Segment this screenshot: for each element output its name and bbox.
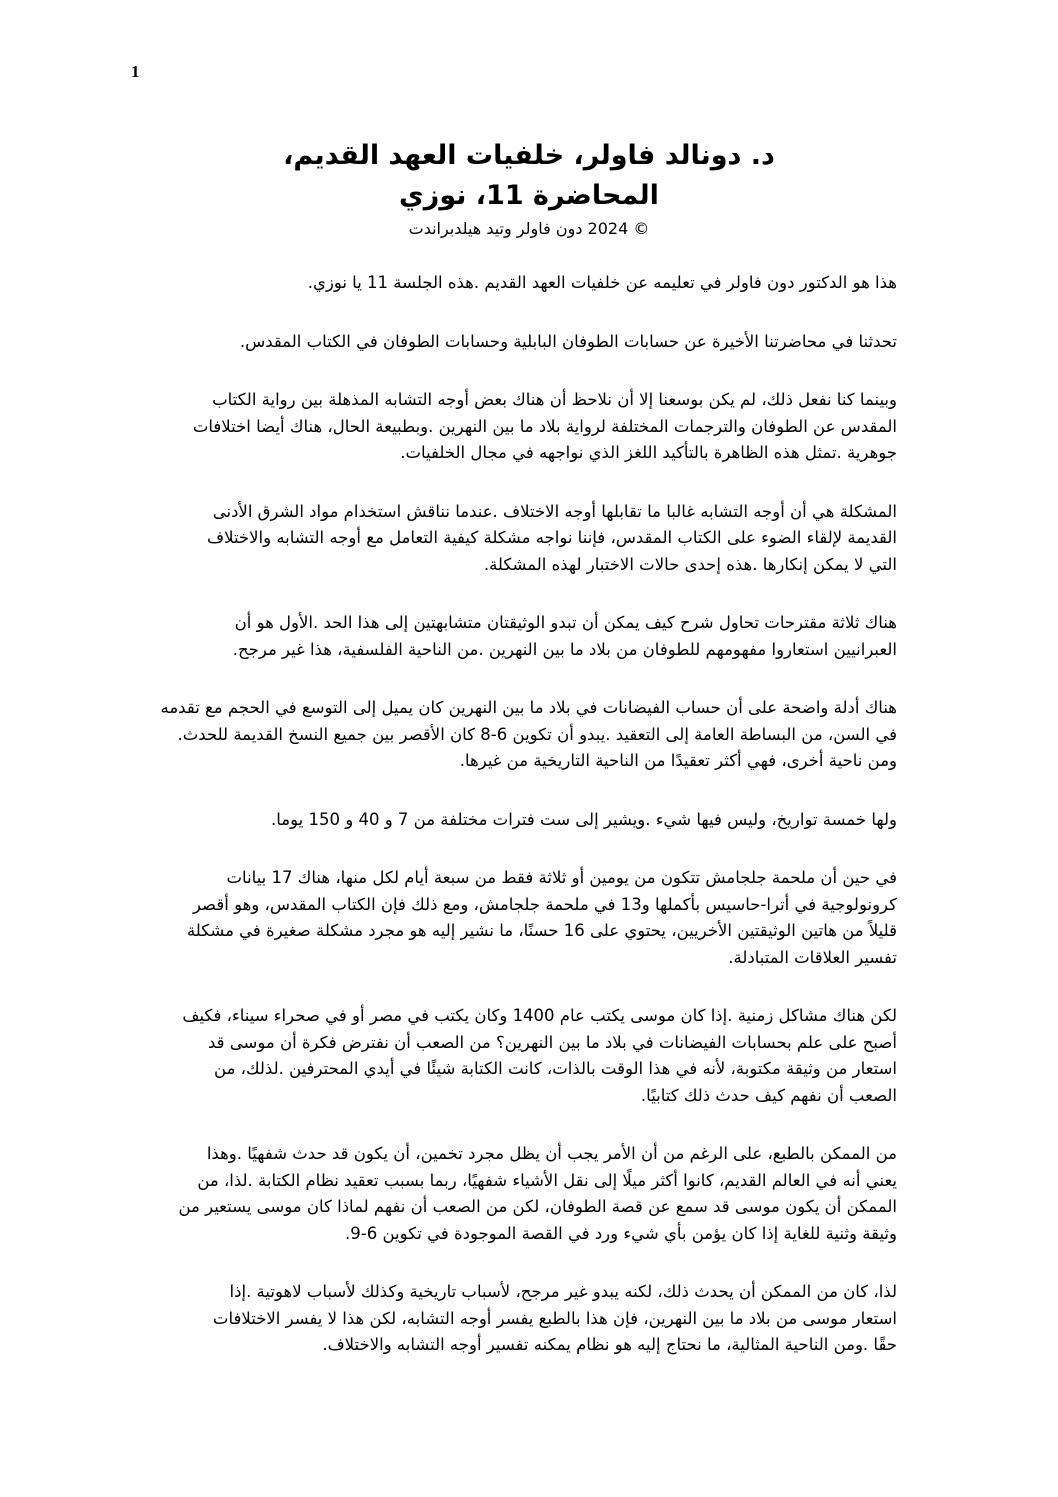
paragraph (157, 329, 897, 356)
paragraph-line: وبينما كنا نفعل ذلك، لم يكن بوسعنا إلا أن نلاحظ أن هناك بعض أوجه التشابه المذهلة بين رواية الكتاب (212, 390, 897, 409)
paragraph (157, 387, 897, 467)
paragraph (157, 807, 897, 834)
title-line-1: د. دونالد فاولر، خلفيات العهد القديم، (283, 140, 775, 171)
paragraph-line: .هذا هو الدكتور دون فاولر في تعليمه عن خلفيات العهد القديم .هذه الجلسة 11 يا نوزي (307, 273, 897, 292)
paragraph-line: قليلاً من هاتين الوثيقتين الأخريين، يحتوي على 16 حسنًا، ما نشير إليه هو مجرد مشكلة صغيرة في مشكلة (186, 921, 897, 940)
paragraph (157, 499, 897, 579)
paragraph (157, 1141, 897, 1247)
paragraph-line: لكن هناك مشاكل زمنية .إذا كان موسى يكتب عام 1400 وكان يكتب في مصر أو في صحراء سيناء، فكيف (182, 1006, 897, 1025)
paragraph-line: .وثيقة وثنية للغاية إذا كان يؤمن بأي شيء ورد في القصة الموجودة في تكوين 6-9 (344, 1223, 897, 1243)
title-line-2: المحاضرة 11، نوزي (399, 180, 659, 211)
paragraph-line: المشكلة هي أن أوجه التشابه غالبا ما تقابلها أوجه الاختلاف .عندما نناقش استخدام مواد الشرق الأدنى (212, 501, 897, 521)
paragraph-line: يعني أنه في العالم القديم، كانوا أكثر ميلًا إلى نقل الأشياء شفهيًا، ربما بسبب تعقيد نظام الكتابة .لذا، من (197, 1170, 897, 1190)
paragraph-line: لذا، كان من الممكن أن يحدث ذلك، لكنه يبدو غير مرجح، لأسباب تاريخية وكذلك لأسباب لاهوتية .إذا (229, 1282, 897, 1301)
paragraph-line: .العبرانيين استعاروا مفهومهم للطوفان من بلاد ما بين النهرين .من الناحية الفلسفية، هذا غير مرجح (232, 639, 897, 659)
paragraph (157, 865, 897, 971)
page-number: 1 (131, 62, 140, 81)
paragraph-line: في حين أن ملحمة جلجامش تتكون من يومين أو ثلاثة فقط من سبعة أيام لكل منها، هناك 17 بيانات (226, 868, 897, 887)
paragraph-line: .الصعب أن نفهم كيف حدث ذلك كتابيًا (640, 1085, 897, 1105)
paragraph-line: استعار من وثيقة مكتوبة، لأنه في هذا الوقت بالذات، كانت الكتابة شيئًا في أيدي المحترفين .لذلك، من (214, 1059, 897, 1078)
paragraph-line: .حقًا .ومن الناحية المثالية، ما نحتاج إليه هو نظام يمكنه تفسير أوجه التشابه والاختلاف (322, 1335, 897, 1354)
paragraph-line: .ومن ناحية أخرى، فهي أكثر تعقيدًا من الناحية التاريخية من غيرها (459, 751, 897, 770)
document-header (0, 136, 1058, 242)
paragraph (157, 270, 897, 297)
paragraph-line: المقدس عن الطوفان والترجمات المختلفة لرواية بلاد ما بين النهرين .وبطبيعة الحال، هناك أيضا اختلافات (192, 416, 897, 436)
paragraph-line: .ولها خمسة تواريخ، وليس فيها شيء .ويشير إلى ست فترات مختلفة من 7 و 40 و 150 يوما (271, 809, 897, 829)
paragraph-line: أصبح على علم بحسابات الفيضانات في بلاد ما بين النهرين؟ من الصعب أن نفترض فكرة أن موسى قد (207, 1032, 897, 1052)
paragraph-line: كرونولوجية في أترا-حاسيس بأكملها و13 في ملحمة جلجامش، ومع ذلك فإن الكتاب المقدس، وهو أقصر (192, 894, 897, 914)
paragraph-line: .جوهرية .تمثل هذه الظاهرة بالتأكيد اللغز الذي نواجهه في مجال الخلفيات (400, 443, 897, 462)
paragraph-line: .في السن، من البساطة العامة إلى التعقيد .يبدو أن تكوين 6-8 كان الأقصر بين جميع النسخ القديمة للحدث (177, 724, 897, 744)
paragraph-line: هناك ثلاثة مقترحات تحاول شرح كيف يمكن أن تبدو الوثيقتان متشابهتين إلى هذا الحد .الأول هو أن (234, 613, 897, 632)
paragraph-line: .التي لا يمكن إنكارها .هذه إحدى حالات الاختبار لهذه المشكلة (483, 554, 897, 574)
paragraph-line: استعار موسى من بلاد ما بين النهرين، فإن هذا بالطبع يفسر أوجه التشابه، لكن هذا لا يفسر الاختلافات (212, 1308, 897, 1328)
paragraph-line: من الممكن بالطبع، على الرغم من أن الأمر يجب أن يظل مجرد تخمين، أن يكون قد حدث شفهيًا .وهذا (206, 1144, 897, 1163)
paragraph-line: الممكن أن يكون موسى قد سمع عن قصة الطوفان، لكن من الصعب أن نفهم لماذا كان موسى يستعير من (178, 1197, 897, 1216)
paragraph (157, 610, 897, 663)
paragraph-line: .تحدثنا في محاضرتنا الأخيرة عن حسابات الطوفان البابلية وحسابات الطوفان في الكتاب المقدس (239, 331, 897, 351)
paragraph-line: .تفسير العلاقات المتبادلة (728, 947, 897, 967)
paragraph-line: القديمة لإلقاء الضوء على الكتاب المقدس، فإننا نواجه مشكلة كيفية التعامل مع أوجه التشابه والاختلاف (207, 528, 897, 547)
paragraph (157, 695, 897, 775)
document-body (157, 270, 897, 1391)
paragraph (157, 1279, 897, 1359)
paragraph (157, 1003, 897, 1109)
paragraph-line: هناك أدلة واضحة على أن حساب الفيضانات في بلاد ما بين النهرين كان يميل إلى التوسع في الحجم مع تقدمه (160, 698, 897, 717)
copyright-line: © 2024 دون فاولر وتيد هيلدبراندت (408, 219, 650, 238)
